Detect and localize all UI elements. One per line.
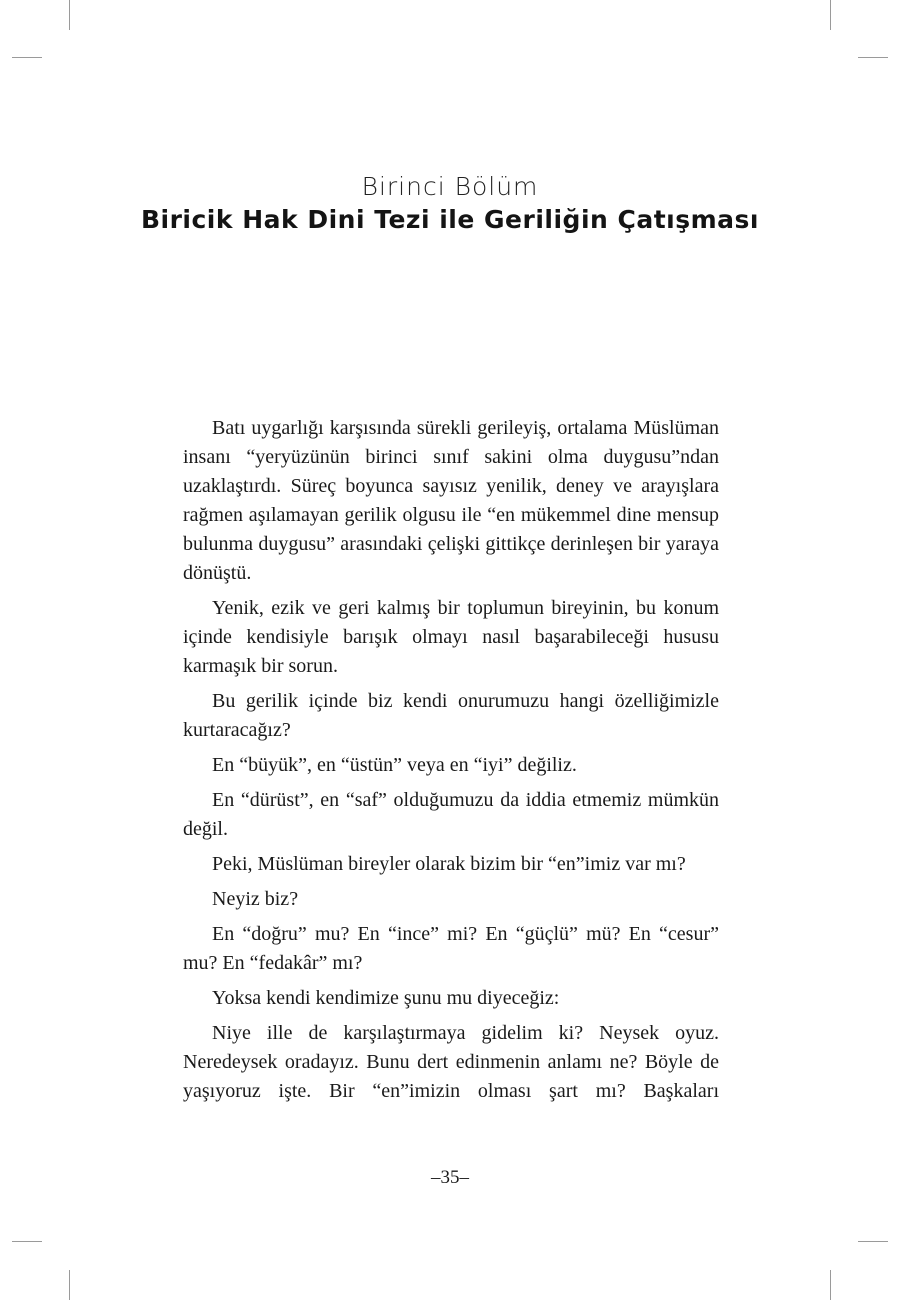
crop-mark: [12, 1241, 42, 1242]
paragraph: Peki, Müslüman bireyler olarak bizim bir “en”imiz var mı?: [212, 853, 686, 875]
crop-mark: [69, 1270, 70, 1300]
crop-mark: [12, 57, 42, 58]
paragraph: En “büyük”, en “üstün” veya en “iyi” değiliz.: [212, 754, 577, 776]
crop-mark: [858, 1241, 888, 1242]
paragraph: En “dürüst”, en “saf” olduğumuzu da iddia etmemiz mümkün değil.: [183, 789, 719, 840]
chapter-title: Biricik Hak Dini Tezi ile Geriliğin Çatışması: [140, 205, 760, 234]
body-text: [183, 414, 719, 1112]
paragraph: Neyiz biz?: [212, 888, 299, 910]
chapter-label: Birinci Bölüm: [361, 172, 539, 201]
crop-mark: [830, 1270, 831, 1300]
paragraph: Niye ille de karşılaştırmaya gidelim ki? Neysek oyuz. Neredeysek oradayız. Bunu dert edinmenin anlamı ne? Böyle de yaşıyoruz işte. Bir “en”imizin olması şart mı? Başkaları: [183, 1022, 719, 1102]
crop-mark: [858, 57, 888, 58]
page-number: –35–: [431, 1167, 469, 1188]
paragraph: Yenik, ezik ve geri kalmış bir toplumun bireyinin, bu konum içinde kendisiyle barışık olmayı nasıl başarabileceği hususu karmaşık bir sorun.: [183, 597, 719, 677]
crop-mark: [830, 0, 831, 30]
paragraph: Bu gerilik içinde biz kendi onurumuzu hangi özelliğimizle kurtaracağız?: [183, 690, 719, 741]
paragraph: En “doğru” mu? En “ince” mi? En “güçlü” mü? En “cesur” mu? En “fedakâr” mı?: [183, 923, 719, 974]
paragraph: Batı uygarlığı karşısında sürekli gerileyiş, ortalama Müslüman insanı “yeryüzünün birinci sınıf sakini olma duygusu”ndan uzaklaştırdı. Süreç boyunca sayısız yenilik, deney ve arayışlara rağmen aşılamayan gerilik olgusu ile “en mükemmel dine mensup bulunma duygusu” arasındaki çelişki gittikçe derinleşen bir yaraya dönüştü.: [183, 417, 719, 584]
crop-mark: [69, 0, 70, 30]
paragraph: Yoksa kendi kendimize şunu mu diyeceğiz:: [212, 987, 560, 1009]
